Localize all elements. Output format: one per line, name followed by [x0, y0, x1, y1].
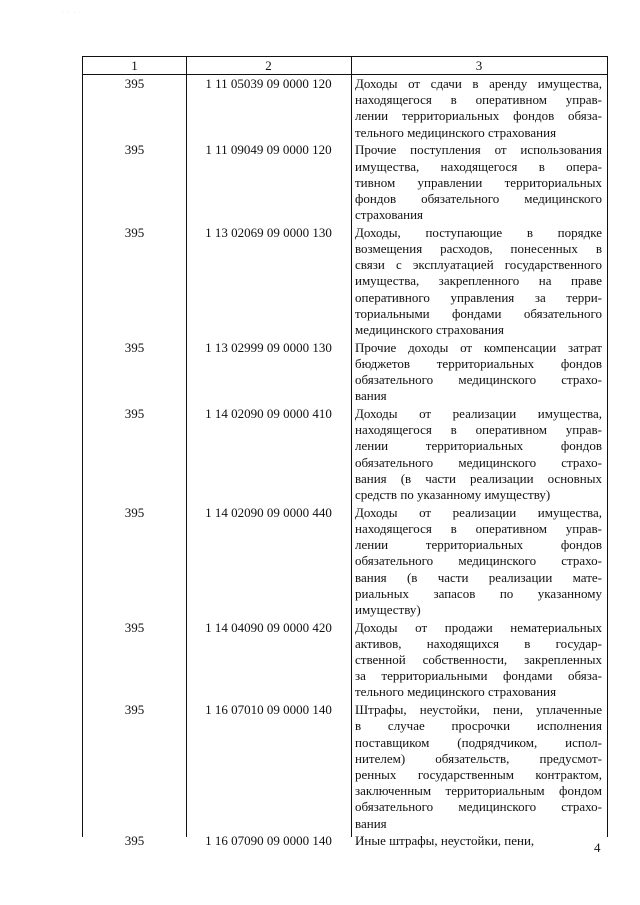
header-col-1: 1 — [131, 58, 138, 73]
description-line: Доходы от продажи нематериальных — [355, 619, 602, 635]
admin-code-cell: 395 — [124, 406, 145, 421]
description-line: вания (в части реализации основных — [355, 470, 602, 486]
revenue-codes-table — [82, 56, 608, 849]
admin-code-cell: 395 — [124, 504, 145, 520]
description-line: обязательного медицинского страхо- — [355, 553, 602, 569]
table-row — [83, 340, 607, 405]
revenue-code-cell: 1 14 04090 09 0000 420 — [205, 619, 332, 635]
description-line: страхования — [355, 207, 424, 223]
admin-code-cell: 395 — [124, 702, 145, 718]
description-line: Доходы от реализации имущества, — [355, 504, 602, 520]
description-line: обязательного медицинского страхо- — [355, 454, 602, 470]
description-line: находящегося в оперативном управ- — [355, 520, 602, 536]
description-line: Прочие доходы от компенсации затрат — [355, 339, 602, 355]
table-row — [83, 833, 607, 849]
description-line: Доходы от сдачи в аренду имущества, — [355, 76, 602, 91]
revenue-code-cell: 1 14 02090 09 0000 440 — [205, 504, 332, 520]
description-line: лении территориальных фондов — [355, 438, 602, 454]
admin-code-cell: 395 — [124, 833, 145, 849]
description-line: лении территориальных фондов обяза- — [355, 108, 602, 124]
description-cell — [355, 76, 602, 141]
revenue-code-cell: 1 16 07090 09 0000 140 — [205, 833, 332, 849]
description-line: вания (в части реализации мате- — [355, 569, 602, 585]
description-line: лении территориальных фондов — [355, 537, 602, 553]
table-row — [83, 505, 607, 618]
description-cell — [355, 225, 602, 338]
description-line: за территориальными фондами обяза- — [355, 668, 602, 684]
description-cell — [355, 833, 602, 849]
scan-mark: · · · · — [62, 10, 82, 16]
revenue-code-cell: 1 14 02090 09 0000 410 — [205, 406, 332, 421]
table-row — [83, 702, 607, 832]
description-cell — [355, 620, 602, 701]
description-line: имущества, закрепленного на праве — [355, 273, 602, 289]
description-line: ториальными фондами обязательного — [355, 305, 602, 321]
admin-code-cell: 395 — [124, 339, 145, 355]
table-row — [83, 76, 607, 141]
table-row — [83, 406, 607, 503]
description-line: активов, находящихся в государ- — [355, 635, 602, 651]
revenue-code-cell: 1 13 02999 09 0000 130 — [205, 339, 332, 355]
description-line: имуществу) — [355, 601, 421, 617]
description-line: средств по указанному имуществу) — [355, 487, 551, 503]
description-cell — [355, 142, 602, 223]
description-line: возмещения расходов, понесенных в — [355, 241, 602, 256]
admin-code-cell: 395 — [124, 619, 145, 635]
table-header — [83, 57, 607, 75]
revenue-code-cell: 1 11 09049 09 0000 120 — [205, 142, 332, 158]
table-row — [83, 225, 607, 338]
revenue-code-cell: 1 11 05039 09 0000 120 — [205, 76, 332, 91]
description-cell — [355, 505, 602, 618]
description-line: риальных запасов по указанному — [355, 585, 602, 601]
description-line: оперативного управления за терри- — [355, 289, 602, 305]
page-number: 4 — [594, 840, 601, 855]
description-line: Доходы от реализации имущества, — [355, 406, 602, 421]
description-cell — [355, 340, 602, 405]
description-line: находящегося в оперативном управ- — [355, 422, 602, 438]
description-line: фондов обязательного медицинского — [355, 190, 602, 206]
description-line: тельного медицинского страхования — [355, 684, 557, 700]
description-line: находящегося в оперативном управ- — [355, 92, 602, 108]
revenue-code-cell: 1 13 02069 09 0000 130 — [205, 224, 332, 240]
description-line: бюджетов территориальных фондов — [355, 355, 602, 371]
description-line: вания — [355, 815, 387, 831]
description-cell — [355, 702, 602, 832]
description-line: ренных государственным контрактом, — [355, 766, 602, 782]
description-line: Штрафы, неустойки, пени, уплаченные — [355, 702, 602, 718]
description-line: Прочие поступления от использования — [355, 142, 602, 158]
description-line: Иные штрафы, неустойки, пени, — [355, 833, 535, 849]
admin-code-cell: 395 — [124, 142, 145, 158]
table-row — [83, 620, 607, 701]
header-col-3: 3 — [475, 58, 483, 73]
description-line: поставщиком (подрядчиком, испол- — [355, 734, 602, 750]
revenue-code-cell: 1 16 07010 09 0000 140 — [205, 702, 332, 718]
description-line: Доходы, поступающие в порядке — [355, 224, 602, 240]
description-line: в случае просрочки исполнения — [355, 718, 602, 734]
description-line: тельного медицинского страхования — [355, 124, 557, 140]
table-row — [83, 142, 607, 223]
description-line: связи с эксплуатацией государственного — [355, 257, 602, 273]
description-line: вания — [355, 388, 387, 404]
admin-code-cell: 395 — [124, 224, 145, 240]
description-line: обязательного медицинского страхо- — [355, 372, 602, 388]
description-line: имущества, находящегося в опера- — [355, 158, 602, 174]
admin-code-cell: 395 — [124, 76, 145, 91]
description-line: медицинского страхования — [355, 322, 504, 338]
description-line: обязательного медицинского страхо- — [355, 799, 602, 815]
description-line: нителем) обязательств, предусмот- — [355, 750, 602, 766]
description-line: заключенным территориальным фондом — [355, 783, 602, 799]
description-line: тивном управлении территориальных — [355, 174, 602, 190]
description-line: ственной собственности, закрепленных — [355, 652, 602, 667]
description-cell — [355, 406, 602, 503]
header-col-2: 2 — [265, 58, 272, 73]
